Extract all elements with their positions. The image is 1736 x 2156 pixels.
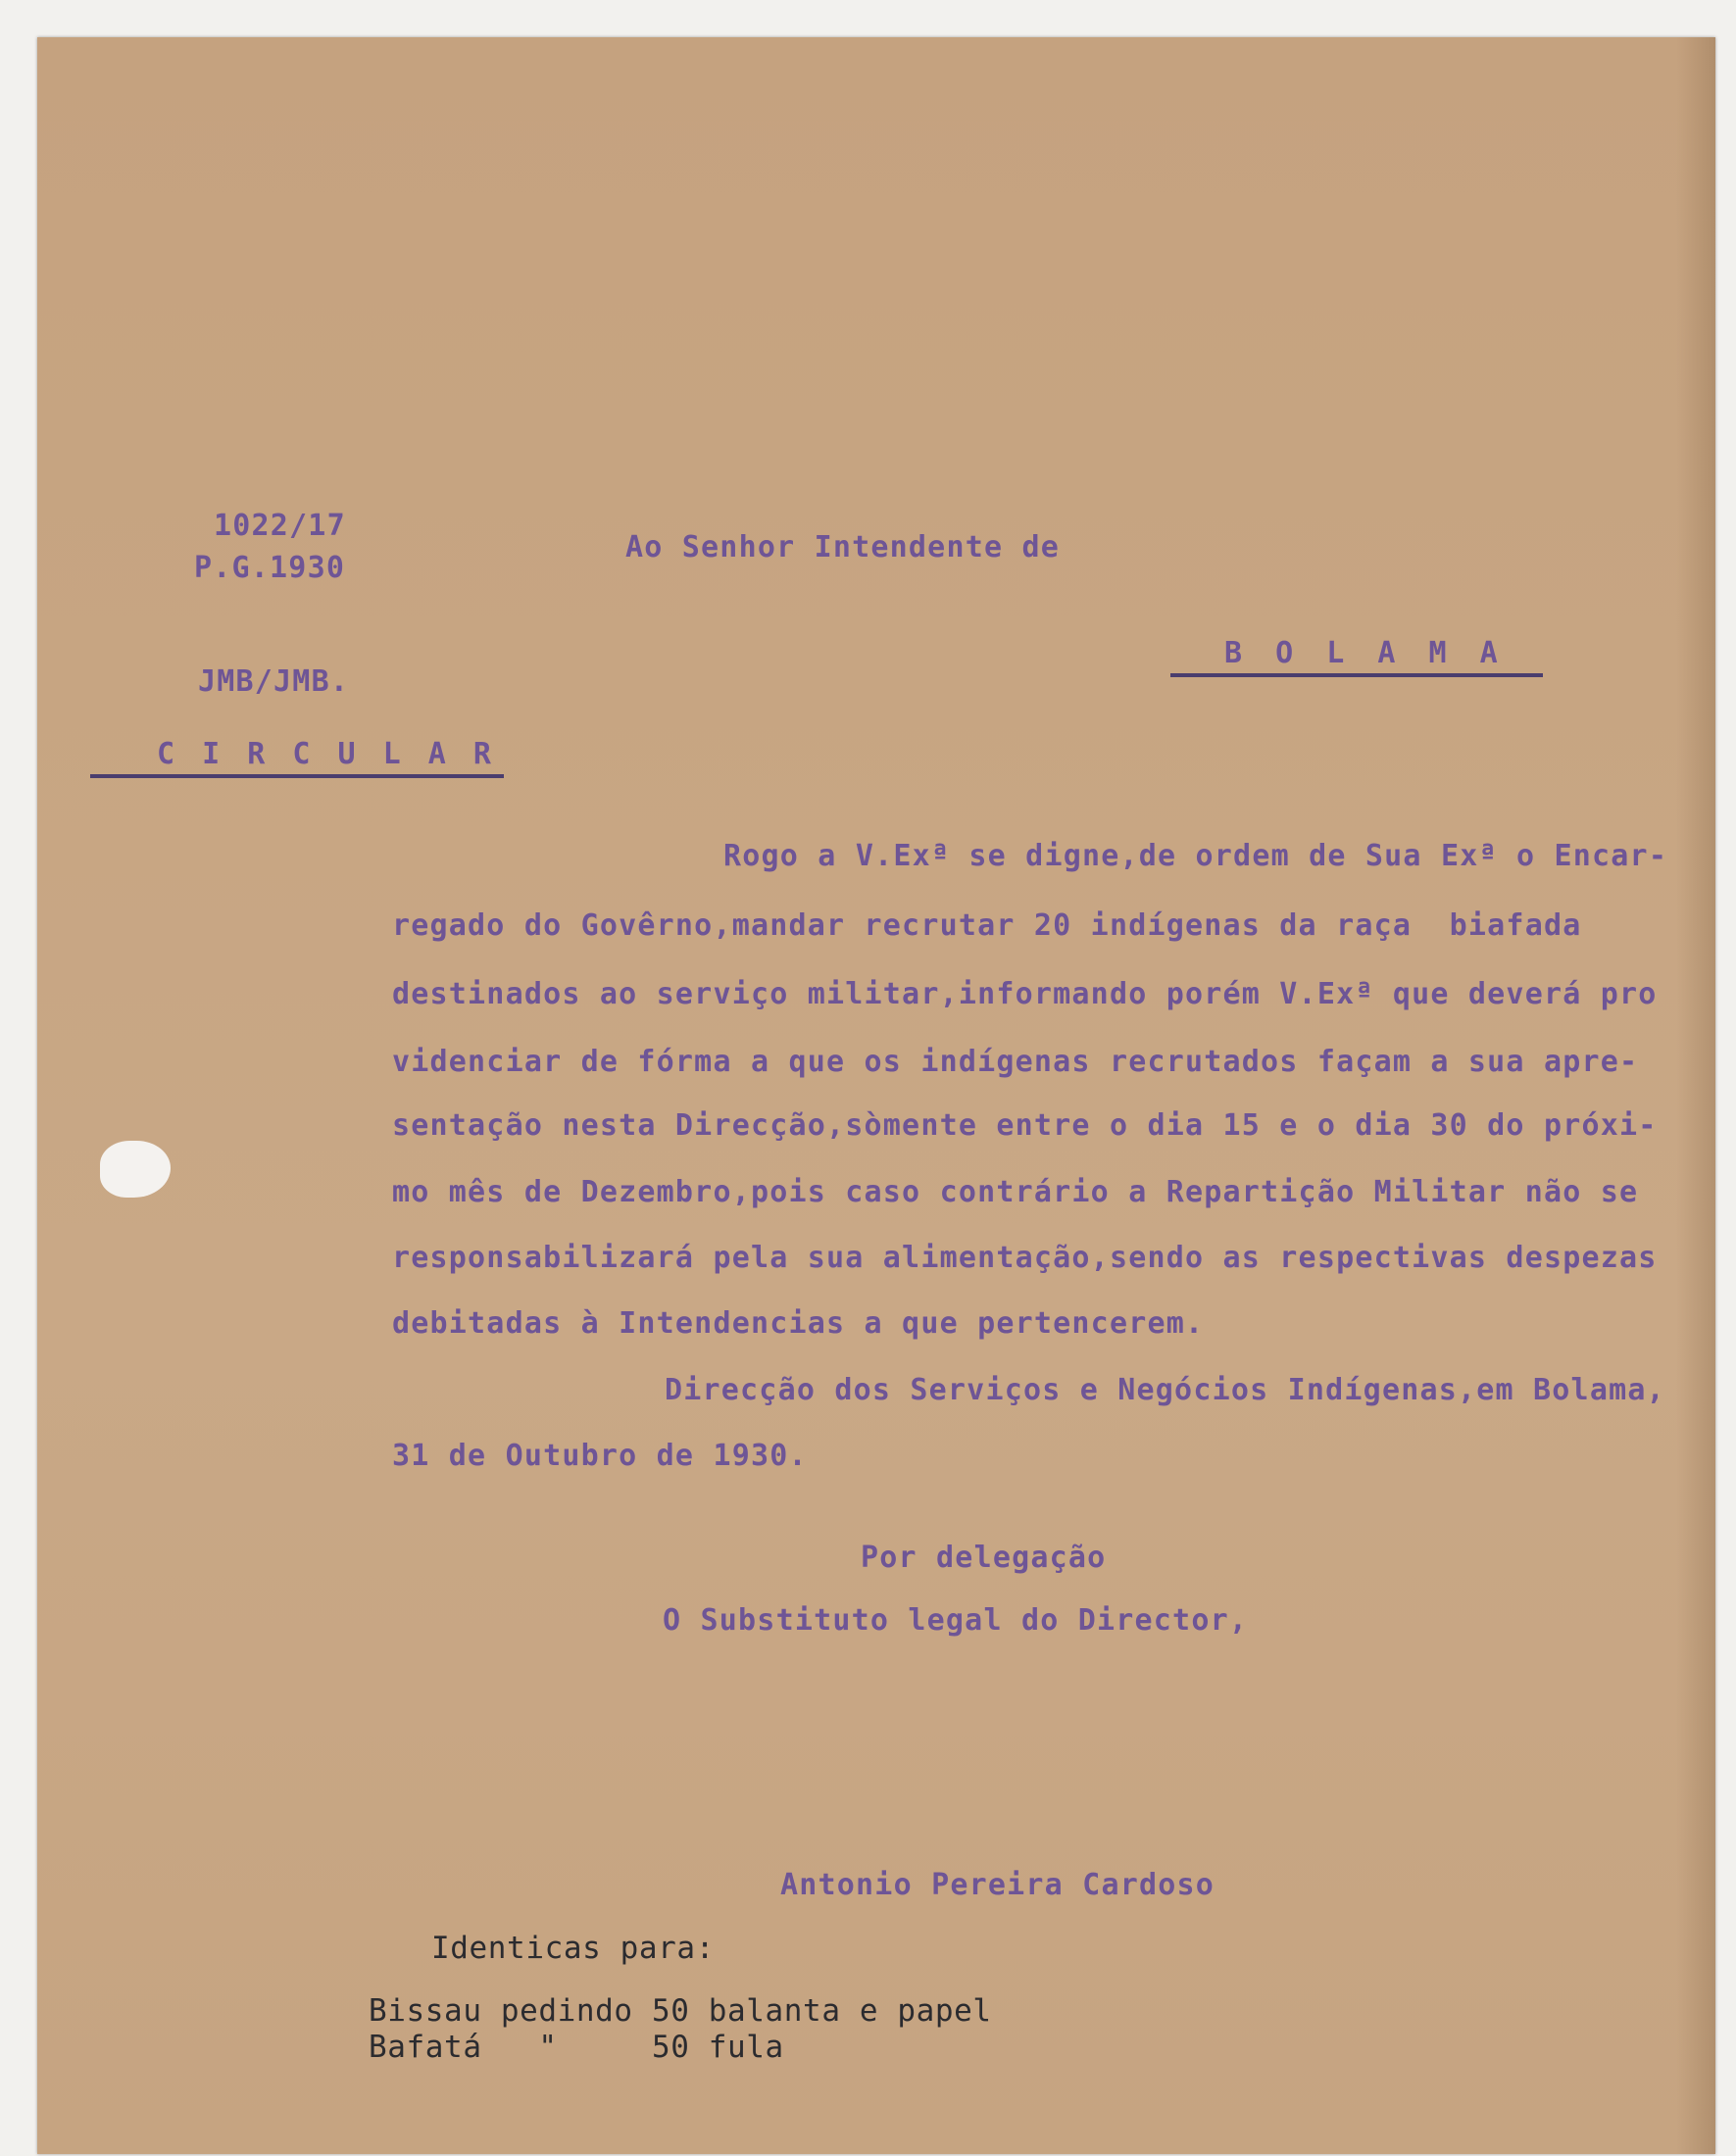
body-line-3: destinados ao serviço militar,informando porém V.Exª que deverá pro [392,977,1658,1011]
page-shadow [1676,37,1715,2154]
addressee-line: Ao Senhor Intendente de [625,530,1061,564]
paper-damage-hole [100,1141,171,1198]
body-line-5: sentação nesta Direcção,sòmente entre o dia 15 e o dia 30 do próxi- [392,1108,1658,1143]
closing-date-line: 31 de Outubro de 1930. [392,1439,808,1473]
closing-place-line: Direcção dos Serviços e Negócios Indígenas,em Bolama, [665,1373,1665,1407]
document-page [37,37,1715,2154]
body-line-6: mo mês de Dezembro,pois caso contrário a Repartição Militar não se [392,1175,1639,1209]
initials: JMB/JMB. [198,664,350,699]
signature-delegation: Por delegação [861,1541,1107,1575]
location-heading: B O L A M A [1170,636,1543,677]
body-line-8: debitadas à Intendencias a que pertencerem. [392,1306,1205,1341]
body-line-4: videnciar de fórma a que os indígenas recrutados façam a sua apre- [392,1045,1639,1079]
footer-row-1: Bissau pedindo 50 balanta e papel [369,1993,992,2029]
footer-label: Identicas para: [431,1931,715,1966]
body-line-7: responsabilizará pela sua alimentação,sendo as respectivas despezas [392,1241,1658,1275]
circular-heading: C I R C U L A R [90,737,504,778]
body-line-1: Rogo a V.Exª se digne,de ordem de Sua Exª o Encar- [723,839,1668,873]
signatory-name: Antonio Pereira Cardoso [780,1868,1215,1902]
footer-row-2: Bafatá " 50 fula [369,2030,784,2065]
reference-year: P.G.1930 [194,551,346,585]
reference-number: 1022/17 [214,509,346,543]
body-line-2: regado do Govêrno,mandar recrutar 20 indígenas da raça biafada [392,908,1582,943]
signature-title: O Substituto legal do Director, [663,1603,1249,1638]
